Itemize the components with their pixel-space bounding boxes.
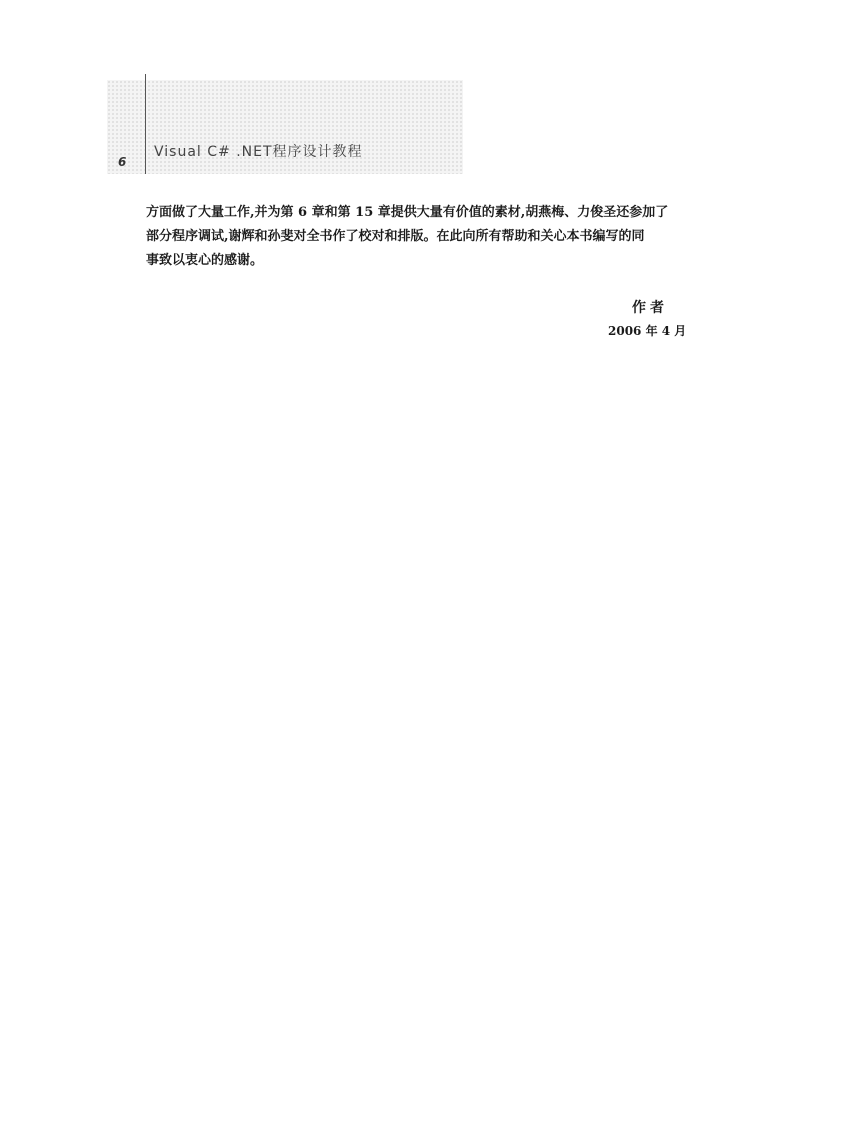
running-title: Visual C# .NET程序设计教程 — [154, 144, 363, 160]
body-line: 部分程序调试,谢辉和孙斐对全书作了校对和排版。在此向所有帮助和关心本书编写的同 — [146, 229, 645, 244]
header-rule — [145, 74, 146, 174]
signature-date: 2006 年 4 月 — [608, 324, 687, 338]
body-line: 方面做了大量工作,并为第 6 章和第 15 章提供大量有价值的素材,胡燕梅、力俊圣还参加了 — [146, 205, 669, 220]
body-line: 事致以衷心的感谢。 — [146, 253, 264, 268]
body-text — [146, 201, 724, 273]
page-number: 6 — [118, 155, 127, 169]
author-signature: 作者 — [632, 300, 668, 316]
